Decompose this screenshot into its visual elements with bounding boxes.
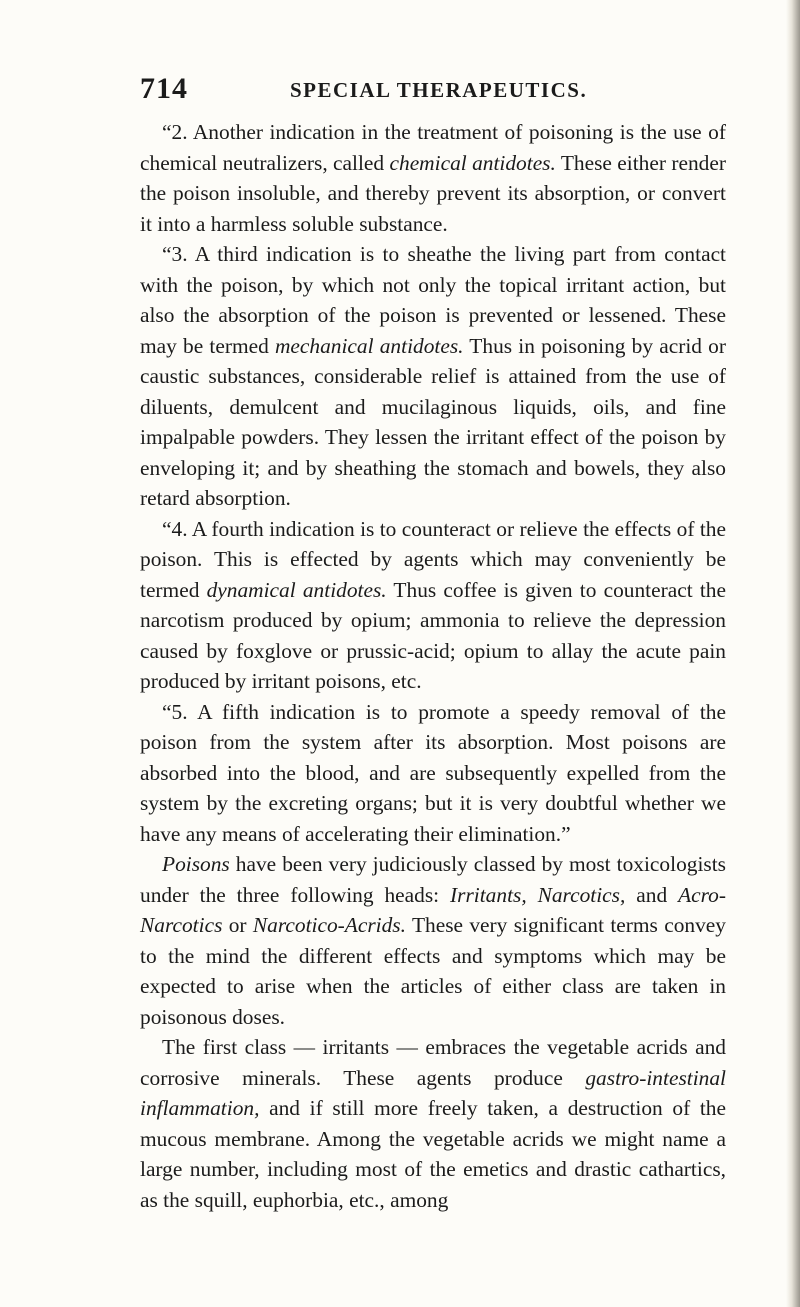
paragraph-irritants xyxy=(140,1032,726,1215)
text-run: These either render the poison insoluble, and thereby prevent its absorption, or convert it into a harmless soluble substance. xyxy=(140,150,726,236)
text-run: and xyxy=(625,882,679,907)
text-run: have been very judiciously classed by most toxicologists under the three following heads: xyxy=(140,852,726,907)
text-run: The first class — irritants — embraces the vegetable acrids and corrosive minerals. These agents produce xyxy=(140,1035,726,1090)
italic-term: dynamical antidotes. xyxy=(206,577,387,602)
page-edge-shadow xyxy=(786,0,800,1307)
text-run: “5. A fifth indication is to promote a speedy removal of the poison from the system after its absorption. Most poisons are absorbed into the blood, and are subsequently expelled from the system by the excreting organs; but it is very doubtful whether we have any means of accelerating their elimination.” xyxy=(140,699,726,846)
text-run: Thus in poisoning by acrid or caustic substances, considerable relief is attained from the use of diluents, demulcent and mucilaginous liquids, oils, and fine impalpable powders. They lessen the irritant effect of the poison by enveloping it; and by sheathing the stomach and bowels, they also retard absorption. xyxy=(140,333,726,510)
paragraph-mechanical-antidotes xyxy=(140,239,726,514)
page-number: 714 xyxy=(140,72,188,105)
text-run: “3. A third indication is to sheathe the living part from contact with the poison, by which not only the topical irritant action, but also the absorption of the poison is prevented or lessened. These may be termed xyxy=(140,242,726,358)
paragraph-dynamical-antidotes xyxy=(140,514,726,697)
paragraph-classification xyxy=(140,849,726,1032)
italic-term: mechanical antidotes. xyxy=(274,333,464,358)
italic-term: gastro-intestinal inflammation, xyxy=(140,1065,726,1120)
italic-term: chemical antidotes. xyxy=(389,150,556,175)
italic-term: Irritants, Narcotics, xyxy=(450,882,626,907)
text-run: or xyxy=(222,913,253,937)
text-run: “4. A fourth indication is to counteract or relieve the effects of the poison. This is effected by agents which may conveniently be termed xyxy=(140,516,726,602)
paragraph-elimination xyxy=(140,697,726,850)
text-run: Thus coffee is given to counteract the narcotism produced by opium; ammonia to relieve the depression caused by foxglove or prussic-acid; opium to allay the acute pain produced by irritant poisons, etc. xyxy=(140,577,726,693)
paragraph-chemical-antidotes xyxy=(140,117,726,239)
page-header xyxy=(140,72,720,108)
italic-term: Poisons xyxy=(162,852,230,876)
italic-term: Acro-Narcotics xyxy=(140,882,726,937)
text-run: and if still more freely taken, a destruction of the mucous membrane. Among the vegetable acrids we might name a large number, including most of the emetics and drastic cathartics, as the squill, euphorbia, etc., among xyxy=(140,1096,726,1212)
italic-term: Narcotico-Acrids. xyxy=(252,913,406,937)
running-title: SPECIAL THERAPEUTICS. xyxy=(290,78,588,102)
body-text xyxy=(140,117,726,1215)
text-run: These very significant terms convey to the mind the different effects and symptoms which may be expected to arise when the articles of either class are taken in poisonous doses. xyxy=(140,913,726,1029)
text-run: “2. Another indication in the treatment of poisoning is the use of chemical neutralizers, called xyxy=(140,120,726,175)
